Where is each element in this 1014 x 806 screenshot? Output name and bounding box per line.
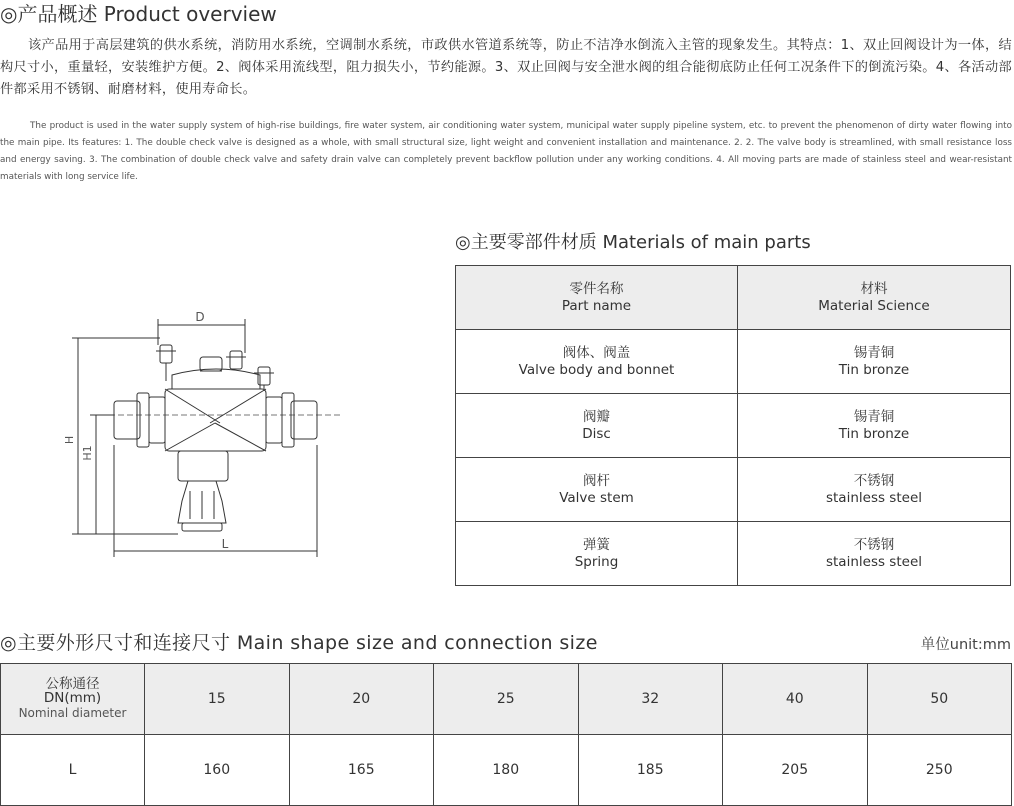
dn-label-unit: DN(mm) bbox=[43, 690, 102, 706]
circle-bullet-icon: ◎ bbox=[455, 232, 471, 253]
header-part-en: Part name bbox=[561, 297, 632, 314]
material-cell bbox=[738, 522, 1011, 586]
part-en: Disc bbox=[582, 425, 611, 442]
mat-cn: 不锈钢 bbox=[853, 536, 895, 553]
l-value: 250 bbox=[867, 735, 1012, 806]
dn-value: 20 bbox=[289, 664, 434, 735]
valve-drawing bbox=[60, 305, 350, 565]
dim-label-D: D bbox=[195, 310, 205, 324]
header-part-name bbox=[456, 266, 738, 330]
l-value: 165 bbox=[289, 735, 434, 806]
overview-paragraph-cn: 该产品用于高层建筑的供水系统，消防用水系统，空调制水系统，市政供水管道系统等，防止不洁净水倒流入主管的现象发生。其特点：1、双止回阀设计为一体，结构尺寸小，重量轻，安装维护方便。2、阀体采用流线型，阻力损失小，节约能源。3、双止回阀与安全泄水阀的组合能彻底防止任何工况条件下的倒流污染。4、各活动部件都采用不锈钢、耐磨材料，使用寿命长。 bbox=[0, 38, 1012, 97]
dim-label-L: L bbox=[221, 537, 229, 551]
l-row bbox=[1, 735, 1012, 806]
part-en: Spring bbox=[574, 553, 619, 570]
dimensions-table bbox=[0, 663, 1012, 806]
l-value: 160 bbox=[145, 735, 290, 806]
header-part-cn: 零件名称 bbox=[569, 280, 624, 297]
material-cell bbox=[738, 394, 1011, 458]
part-cell bbox=[456, 458, 738, 522]
part-cell bbox=[456, 330, 738, 394]
table-row bbox=[456, 394, 1011, 458]
part-cn: 阀体、阀盖 bbox=[562, 344, 631, 361]
material-cell bbox=[738, 458, 1011, 522]
header-material bbox=[738, 266, 1011, 330]
dn-label-cell bbox=[1, 664, 145, 735]
mat-en: stainless steel bbox=[825, 553, 922, 570]
overview-title bbox=[0, 0, 277, 27]
overview-title-text: 产品概述 Product overview bbox=[17, 2, 277, 26]
materials-header-row bbox=[456, 266, 1011, 330]
part-cn: 阀瓣 bbox=[583, 408, 610, 425]
materials-title-text: 主要零部件材质 Materials of main parts bbox=[470, 232, 811, 253]
mat-cn: 锡青铜 bbox=[853, 344, 895, 361]
dn-row bbox=[1, 664, 1012, 735]
header-mat-cn: 材料 bbox=[860, 280, 888, 297]
part-en: Valve stem bbox=[559, 489, 634, 506]
dimensions-title bbox=[0, 628, 598, 655]
l-value: 205 bbox=[723, 735, 868, 806]
material-cell bbox=[738, 330, 1011, 394]
part-en: Valve body and bonnet bbox=[518, 361, 675, 378]
circle-bullet-icon: ◎ bbox=[0, 632, 17, 654]
mat-en: Tin bronze bbox=[838, 425, 910, 442]
dn-value: 50 bbox=[867, 664, 1012, 735]
materials-table bbox=[455, 265, 1011, 586]
dim-label-H: H bbox=[63, 435, 76, 445]
dimensions-title-text: 主要外形尺寸和连接尺寸 Main shape size and connection size bbox=[16, 632, 598, 654]
dn-label-en: Nominal diameter bbox=[18, 706, 127, 720]
mat-cn: 锡青铜 bbox=[853, 408, 895, 425]
mat-en: stainless steel bbox=[825, 489, 922, 506]
dn-label-cn: 公称通径 bbox=[45, 676, 100, 692]
l-value: 185 bbox=[578, 735, 723, 806]
dimension-lines bbox=[72, 319, 317, 557]
overview-paragraph-en: The product is used in the water supply system of high-rise buildings, fire water system, air conditioning water system, municipal water supply pipeline system, etc. to prevent the phenomenon of dirty water flowing into the main pipe. Its features: 1. The double check valve is designed as a whole, with small structural size, light weight and convenient installation and maintenance. 2. 2. The valve body is streamlined, with small resistance loss and energy saving. 3. The combination of double check valve and safety drain valve can completely prevent backflow pollution under any working conditions. 4. All moving parts are made of stainless steel and wear-resistant materials with long service life. bbox=[0, 121, 1012, 182]
table-row bbox=[456, 458, 1011, 522]
materials-title bbox=[455, 228, 811, 254]
valve-body-outline bbox=[100, 345, 340, 531]
dn-value: 25 bbox=[434, 664, 579, 735]
dn-value: 15 bbox=[145, 664, 290, 735]
l-value: 180 bbox=[434, 735, 579, 806]
part-cn: 阀杆 bbox=[583, 472, 610, 489]
header-mat-en: Material Science bbox=[818, 297, 930, 314]
mat-en: Tin bronze bbox=[838, 361, 910, 378]
dn-value: 40 bbox=[723, 664, 868, 735]
table-row bbox=[456, 522, 1011, 586]
dim-label-H1: H1 bbox=[81, 445, 94, 461]
part-cn: 弹簧 bbox=[583, 536, 610, 553]
circle-bullet-icon: ◎ bbox=[0, 2, 18, 26]
dn-value: 32 bbox=[578, 664, 723, 735]
table-row bbox=[456, 330, 1011, 394]
part-cell bbox=[456, 394, 738, 458]
mat-cn: 不锈钢 bbox=[853, 472, 895, 489]
l-label-cell: L bbox=[1, 735, 145, 806]
unit-label: 单位unit:mm bbox=[920, 637, 1011, 653]
part-cell bbox=[456, 522, 738, 586]
